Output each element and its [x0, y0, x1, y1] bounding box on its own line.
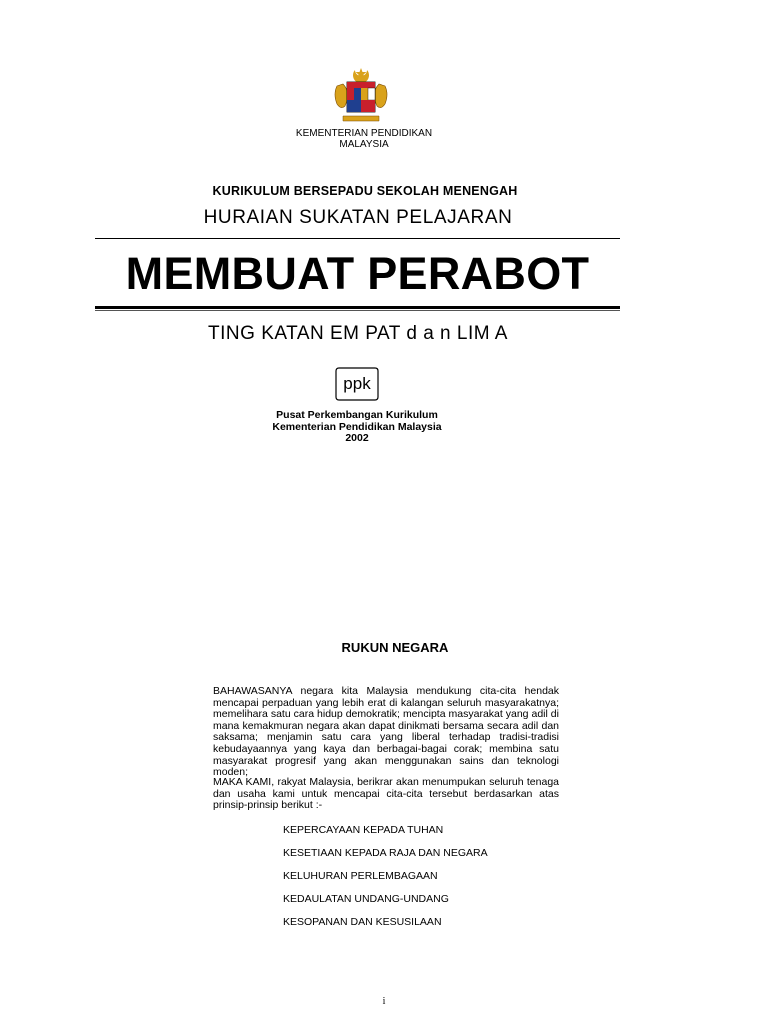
- ministry-name: [260, 128, 468, 150]
- syllabus-subtitle: HURAIAN SUKATAN PELAJARAN: [203, 207, 513, 228]
- ministry-line-1: KEMENTERIAN PENDIDIKAN: [295, 128, 433, 139]
- publisher-block: [220, 410, 494, 445]
- principle-item: KEDAULATAN UNDANG-UNDANG: [283, 893, 449, 905]
- principle-item: KEPERCAYAAN KEPADA TUHAN: [283, 824, 444, 836]
- publisher-line-1: Pusat Perkembangan Kurikulum: [276, 409, 438, 421]
- ppk-logo-text: ppk: [343, 374, 371, 393]
- principle-item: KELUHURAN PERLEMBAGAAN: [283, 870, 438, 882]
- rukun-negara-heading: RUKUN NEGARA: [341, 640, 449, 655]
- coat-of-arms-icon: [331, 66, 391, 126]
- level-subtitle: TING KATAN EM PAT d a n LIM A: [208, 323, 508, 344]
- ministry-line-2: MALAYSIA: [339, 139, 389, 150]
- principle-item: KESETIAAN KEPADA RAJA DAN NEGARA: [283, 847, 488, 859]
- ppk-logo-icon: [333, 364, 381, 404]
- document-title: MEMBUAT PERABOT: [125, 248, 590, 299]
- divider-thin: [95, 310, 620, 311]
- page-number: i: [382, 996, 386, 1007]
- publisher-line-2: Kementerian Pendidikan Malaysia: [272, 420, 442, 433]
- curriculum-heading: KURIKULUM BERSEPADU SEKOLAH MENENGAH: [212, 184, 518, 198]
- principle-item: KESOPANAN DAN KESUSILAAN: [283, 916, 442, 928]
- rukun-paragraph-2: MAKA KAMI, rakyat Malaysia, berikrar akan menumpukan seluruh tenaga dan usaha kami untuk mencapai cita-cita tersebut berdasarkan atas prinsip-prinsip berikut :-: [213, 776, 559, 812]
- publication-year: 2002: [345, 432, 369, 444]
- divider-thick: [95, 306, 620, 309]
- divider: [95, 238, 620, 239]
- rukun-paragraph-1: BAHAWASANYA negara kita Malaysia mendukung cita-cita hendak mencapai perpaduan yang lebih erat di kalangan seluruh masyarakatnya; memelihara satu cara hidup demokratik; mencipta masyarakat yang adil di mana kemakmuran negara akan dapat dinikmati bersama secara adil dan saksama; menjamin satu cara yang liberal terhadap tradisi-tradisi kebudayaannya yang kaya dan berbagai-bagai corak; membina satu masyarakat progresif yang akan menggunakan sains dan teknologi moden;: [213, 685, 559, 779]
